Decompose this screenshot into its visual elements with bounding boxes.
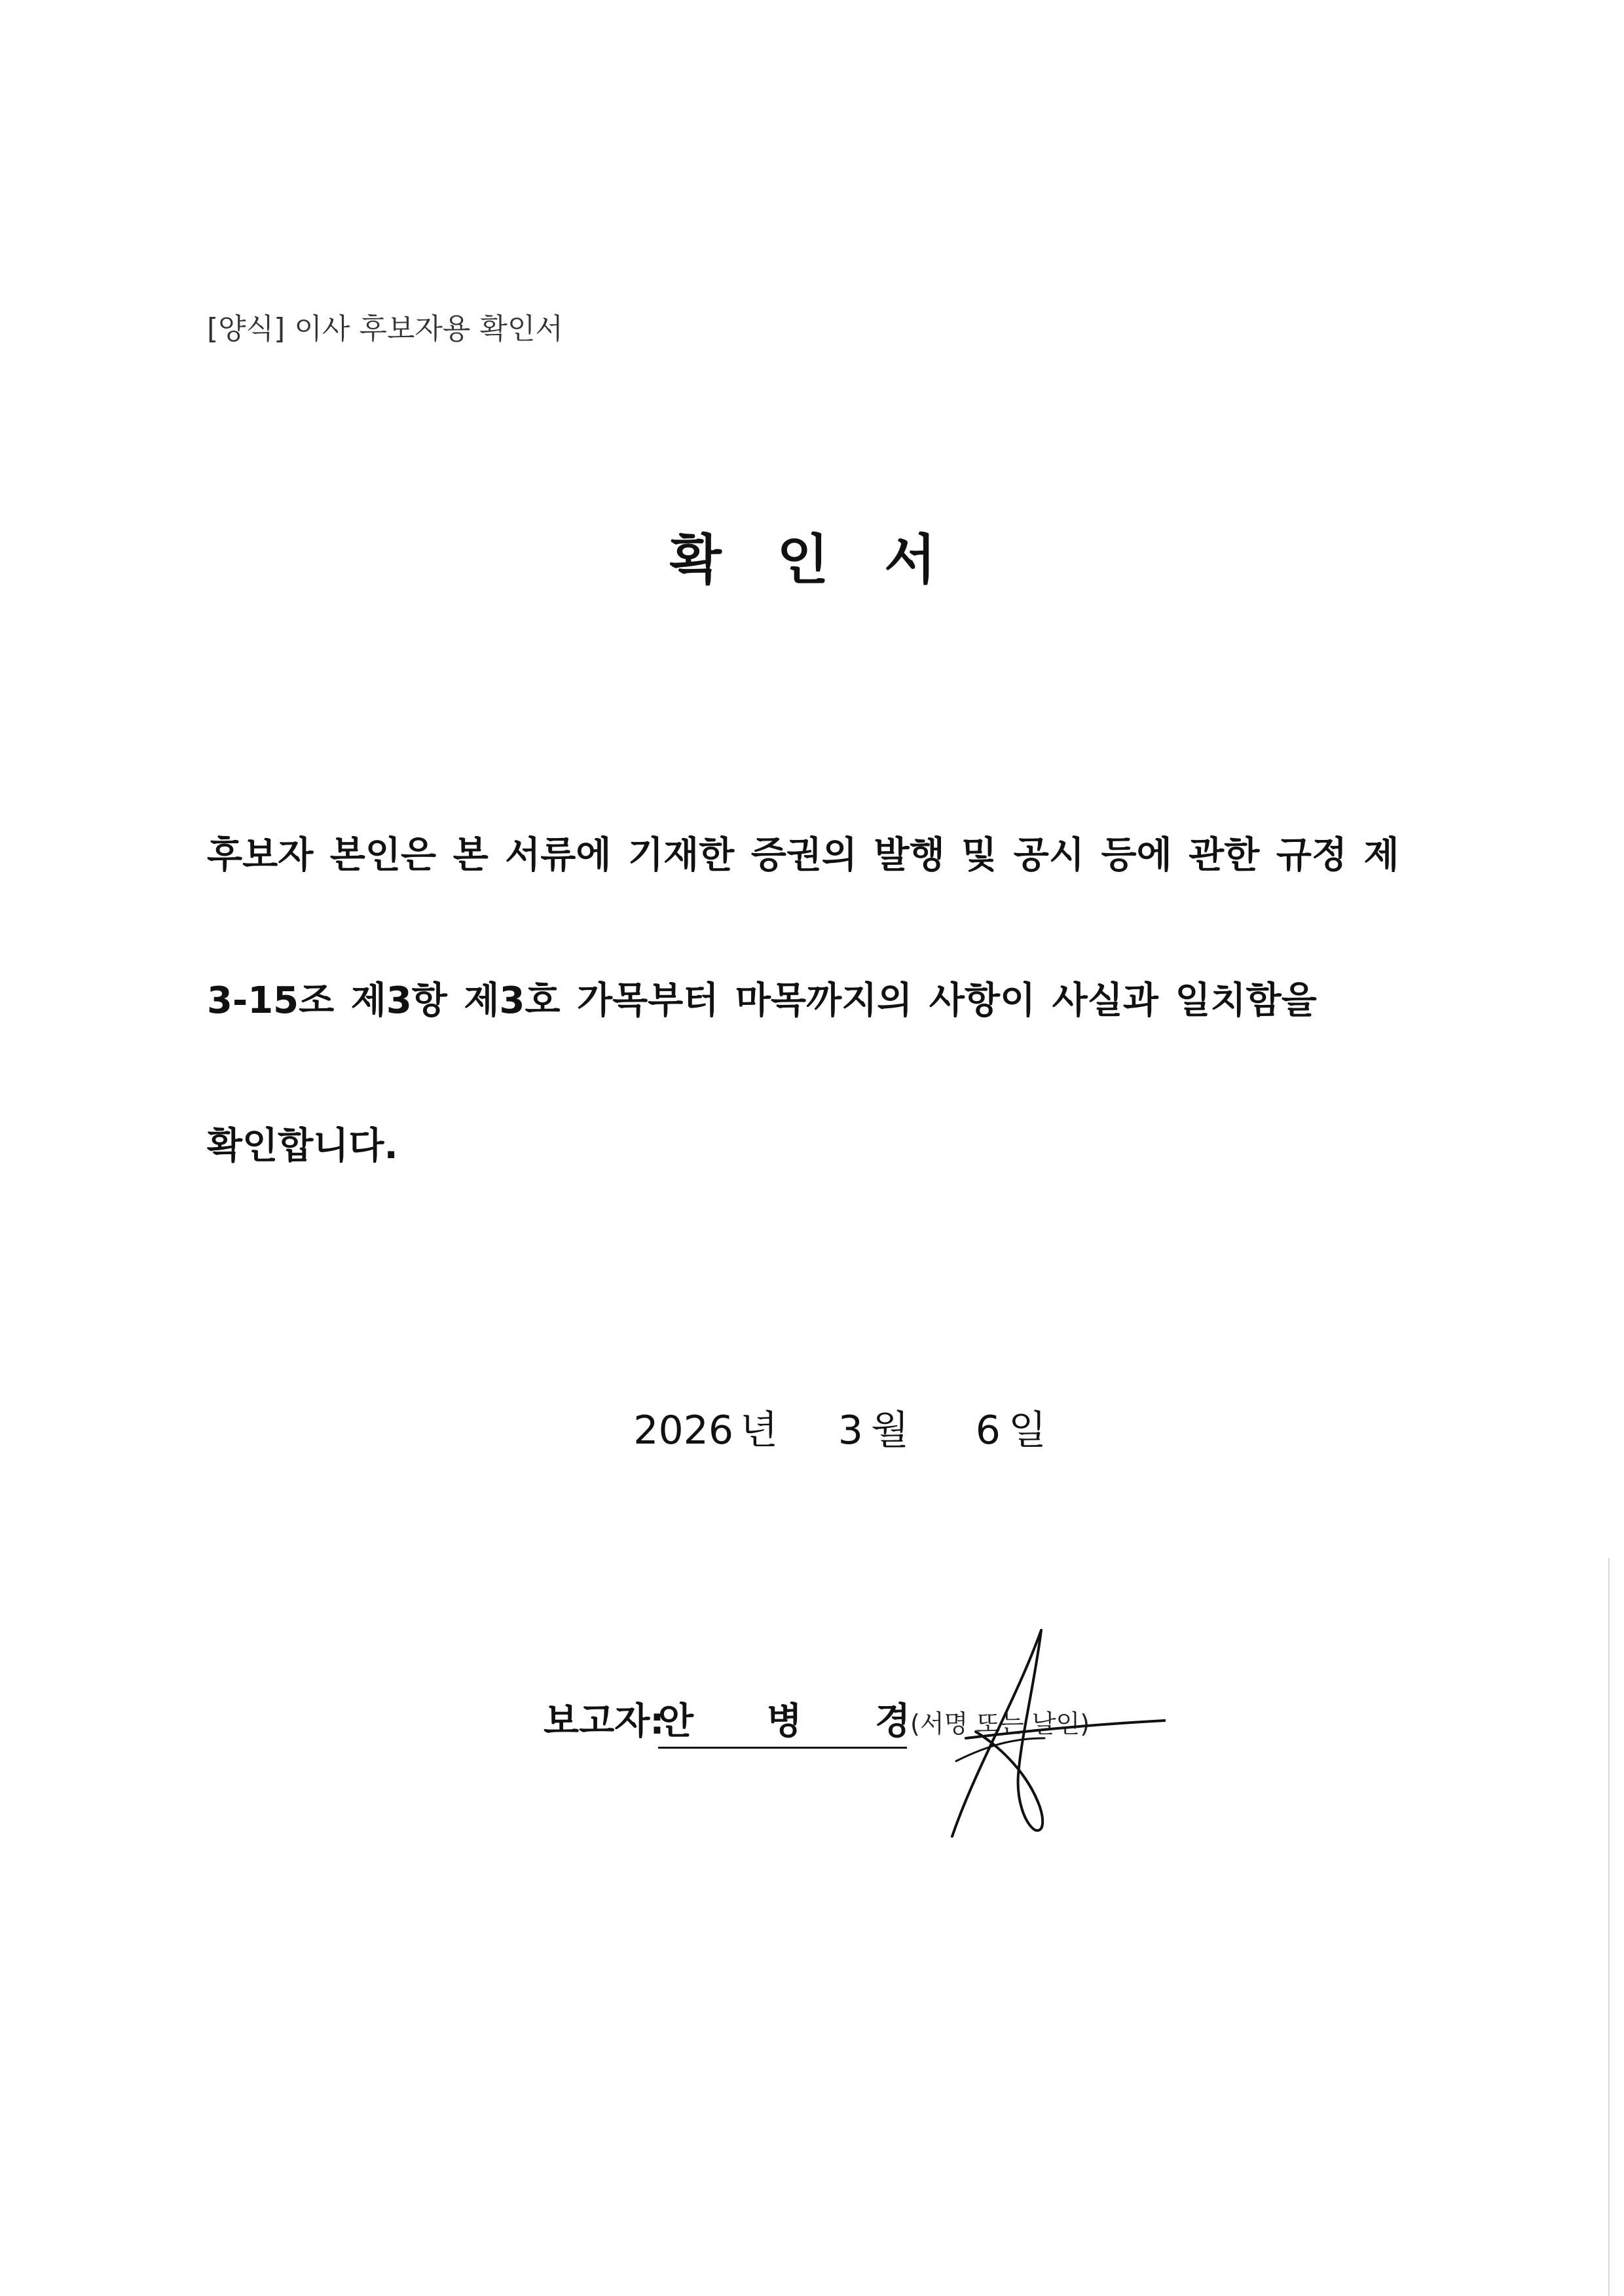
reporter-name: 안 병 경: [658, 1700, 941, 1743]
date-year: 2026: [633, 1408, 733, 1453]
date-day: 6: [975, 1408, 1001, 1453]
sign-note: (서명 또는 날인): [910, 1709, 1090, 1738]
signature-icon: [904, 1604, 1166, 1853]
date-month-unit: 월: [870, 1408, 909, 1453]
body-line-2: 3-15조 제3항 제3호 가목부터 마목까지의 사항이 사실과 일치함을: [207, 979, 1317, 1022]
body-line-1: 후보자 본인은 본 서류에 기재한 증권의 발행 및 공시 등에 관한 규정 제: [207, 834, 1399, 877]
date-row: [586, 1399, 1046, 1455]
date-year-unit: 년: [740, 1408, 778, 1453]
scan-edge-line: [1608, 1558, 1610, 2296]
form-label: [양식] 이사 후보자용 확인서: [207, 312, 563, 346]
document-title: 확 인 서: [669, 529, 955, 591]
reporter-underline: [658, 1747, 907, 1749]
body-line-3: 확인합니다.: [207, 1125, 398, 1167]
date-day-unit: 일: [1008, 1408, 1046, 1453]
reporter-label: 보고자:: [544, 1700, 665, 1743]
date-month: 3: [838, 1408, 863, 1453]
